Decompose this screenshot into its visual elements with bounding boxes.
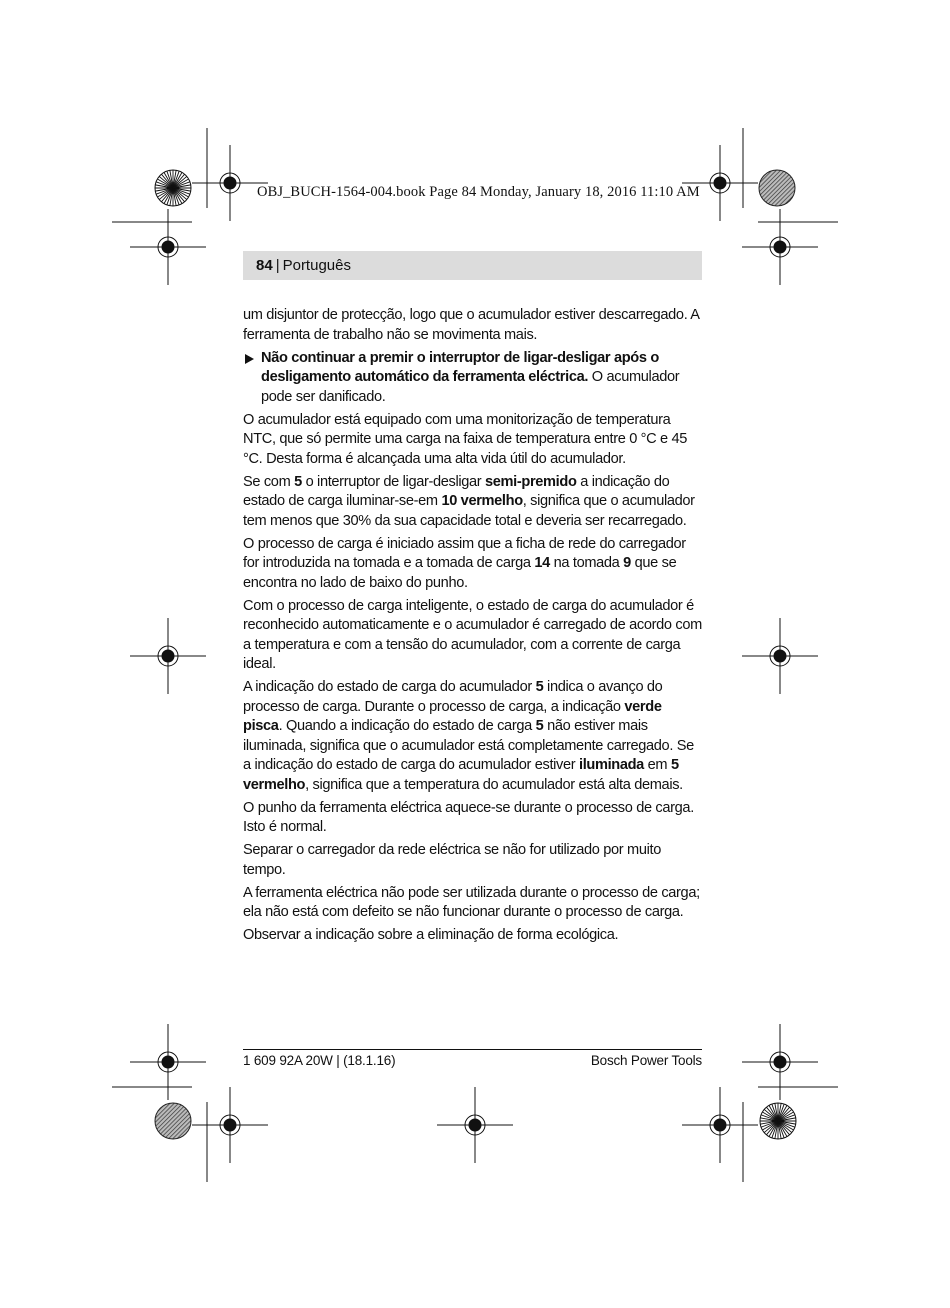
footer-rule: [243, 1049, 702, 1050]
gray-target-bottom-left: [155, 1103, 191, 1139]
paragraph: A ferramenta eléctrica não pode ser utilizada durante o processo de carga; ela não está com defeito se não funcionar durante o processo de carga.: [243, 884, 700, 920]
starburst-target-top-left: [155, 170, 191, 206]
body-text: [243, 306, 702, 949]
crosshair-mark: [742, 1024, 818, 1100]
crosshair-mark: [130, 209, 206, 285]
paragraph: Se com 5 o interruptor de ligar-desligar semi-premido a indicação do estado de carga iluminar-se-em 10 vermelho, significa que o acumulador tem menos que 30% da sua capacidade total e deveria ser recarregado.: [243, 473, 695, 529]
warning-bold-text: Não continuar a premir o interruptor de ligar-desligar após o desligamento automático da ferramenta eléctrica.: [261, 349, 659, 385]
paragraph: Com o processo de carga inteligente, o estado de carga do acumulador é reconhecido automaticamente e o acumulador é carregado de acordo com a temperatura e com a tensão do acumulador, com a corrente de carga ideal.: [243, 597, 702, 672]
paragraph: A indicação do estado de carga do acumulador 5 indica o avanço do processo de carga. Durante o processo de carga, a indicação verde pisca. Quando a indicação do estado de carga 5 não estiver mais iluminada, significa que o acumulador está completamente carregado. Se a indicação do estado de carga do acumulador estiver iluminada em 5 vermelho, significa que a temperatura do acumulador está alta demais.: [243, 679, 694, 793]
gray-target-top-right: [759, 170, 795, 206]
print-slug: OBJ_BUCH-1564-004.book Page 84 Monday, January 18, 2016 11:10 AM: [257, 184, 700, 200]
crosshair-mark: [742, 209, 818, 285]
header-separator: |: [275, 257, 280, 274]
paragraph: um disjuntor de protecção, logo que o acumulador estiver descarregado. A ferramenta de trabalho não se movimenta mais.: [243, 307, 699, 343]
warning-paragraph: [243, 349, 702, 408]
warning-triangle-icon: [245, 354, 254, 364]
paragraph: O processo de carga é iniciado assim que a ficha de rede do carregador for introduzida na tomada e a tomada de carga 14 na tomada 9 que se encontra no lado de baixo do punho.: [243, 535, 686, 591]
crosshair-mark: [130, 1024, 206, 1100]
crosshair-mark: [192, 1087, 268, 1163]
footer-brand: Bosch Power Tools: [590, 1053, 702, 1068]
paragraph: Separar o carregador da rede eléctrica se não for utilizado por muito tempo.: [243, 842, 661, 878]
crosshair-mark: [192, 145, 268, 221]
paragraph: O punho da ferramenta eléctrica aquece-se durante o processo de carga. Isto é normal.: [243, 799, 694, 835]
footer-doc-number: 1 609 92A 20W | (18.1.16): [243, 1053, 396, 1068]
crosshair-mark: [437, 1087, 513, 1163]
page-number: 84: [256, 257, 273, 274]
paragraph: O acumulador está equipado com uma monitorização de temperatura NTC, que só permite uma carga na faixa de temperatura entre 0 °C e 45 °C. Desta forma é alcançada uma alta vida útil do acumulador.: [243, 411, 688, 467]
language-label: Português: [282, 257, 351, 274]
paragraph: Observar a indicação sobre a eliminação de forma ecológica.: [243, 927, 619, 943]
page-header: [243, 251, 702, 280]
crosshair-mark: [130, 618, 206, 694]
warning-text: O acumulador pode ser danificado.: [261, 369, 680, 405]
crosshair-mark: [682, 1087, 758, 1163]
crosshair-mark: [682, 145, 758, 221]
starburst-target-bottom-right: [760, 1103, 796, 1139]
crosshair-mark: [742, 618, 818, 694]
